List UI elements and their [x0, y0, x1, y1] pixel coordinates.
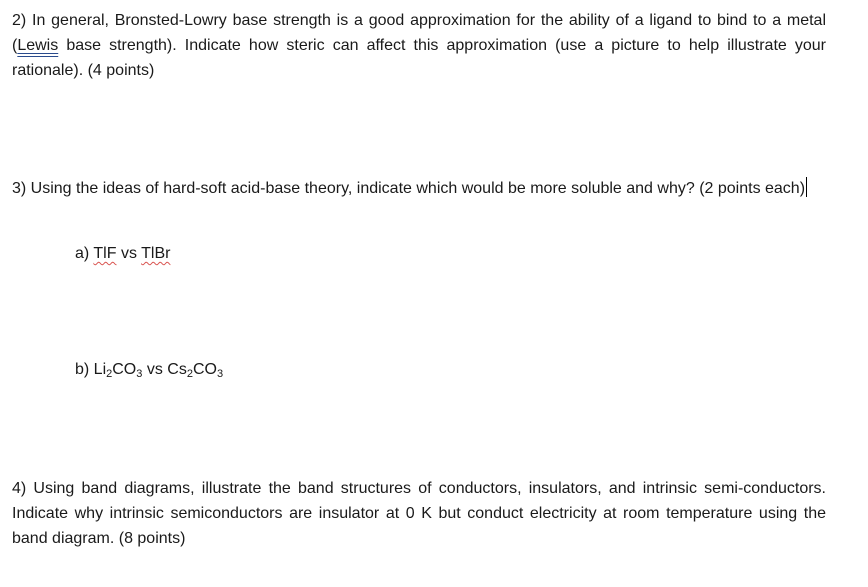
- question-2: [12, 8, 826, 83]
- item-a: [75, 241, 170, 266]
- item-b: [75, 357, 223, 382]
- item-b-vs: vs Cs: [142, 361, 187, 378]
- question-2-text-end: base strength). Indicate how steric can affect this approximation (use a picture to help illustrate your rationale). (4 points): [12, 37, 826, 79]
- question-4-text: 4) Using band diagrams, illustrate the band structures of conductors, insulators, and intrinsic semi-conductors. Indicate why intrinsic semiconductors are insulator at 0 K but conduct electricity at room temperature using the band diagram. (8 points): [12, 480, 826, 547]
- compound-tlf: TlF: [93, 245, 117, 262]
- item-a-prefix: a): [75, 245, 94, 262]
- subscript: 3: [216, 368, 224, 380]
- carbonate-2: CO: [192, 361, 217, 378]
- question-4: [12, 476, 826, 551]
- subscript: 3: [136, 368, 143, 380]
- subscript: 2: [186, 368, 193, 380]
- question-3: [12, 176, 826, 201]
- lewis-word: Lewis: [17, 37, 59, 54]
- item-b-prefix: b) Li: [75, 361, 107, 378]
- text-cursor: [806, 177, 807, 197]
- question-2-text-start: 2) In general, Bronsted-Lowry base strength is a good approximation for the ability of a ligand to bind to a metal (: [12, 12, 826, 54]
- compound-tlbr: TlBr: [141, 245, 171, 262]
- item-a-vs: vs: [116, 245, 142, 262]
- question-3-text: 3) Using the ideas of hard-soft acid-base theory, indicate which would be more soluble and why? (2 points each): [12, 180, 806, 197]
- carbonate-1: CO: [112, 361, 137, 378]
- subscript: 2: [106, 368, 113, 380]
